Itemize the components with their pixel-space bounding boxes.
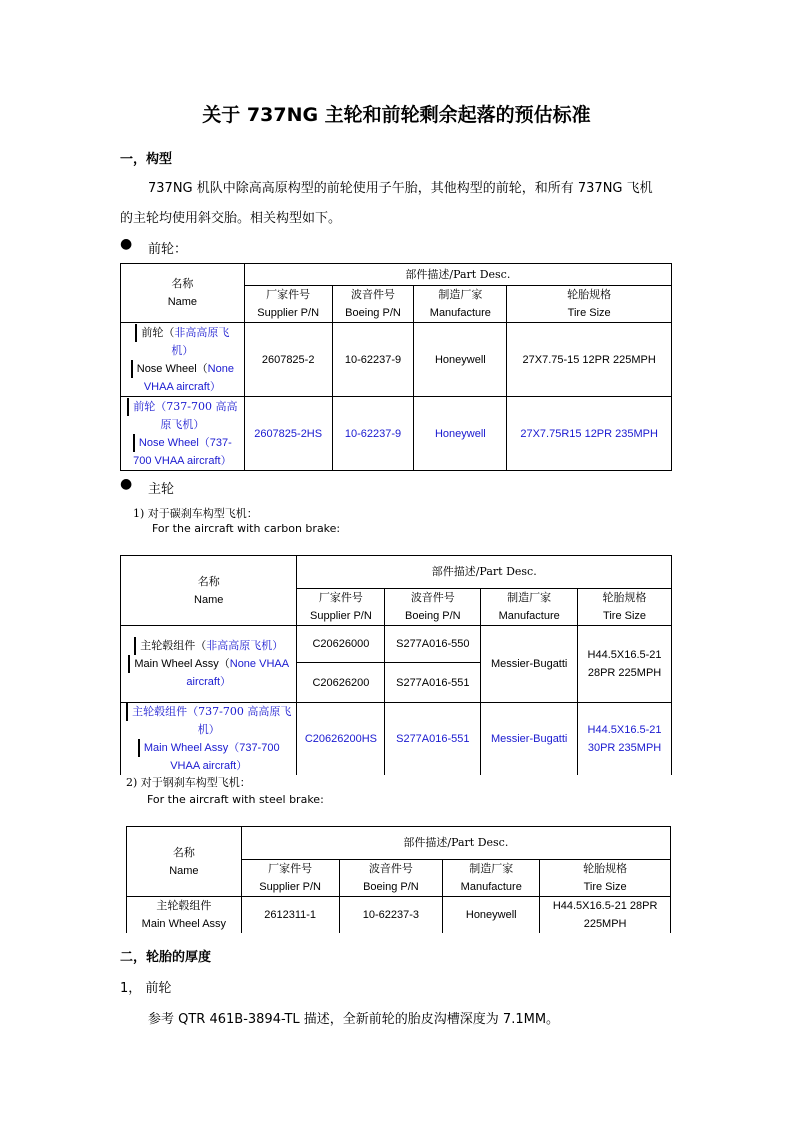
supplier-pn: C20626200: [297, 663, 385, 703]
bullet-dot: ●: [120, 476, 133, 492]
header-manufacture: 制造厂家 Manufacture: [481, 589, 578, 626]
tire-size: 27X7.75-15 12PR 225MPH: [507, 323, 672, 397]
header-name: 名称 Name: [127, 827, 242, 897]
name-cell: 主轮毂组件（737-700 高高原飞 机） Main Wheel Assy（737-700 VHAA aircraft）: [121, 703, 297, 776]
boeing-pn: 10-62237-9: [332, 397, 414, 471]
carbon-brake-table: [120, 555, 672, 775]
section-2-para: 参考 QTR 461B-3894-TL 描述，全新前轮的胎皮沟槽深度为 7.1MM。: [148, 1012, 560, 1027]
page-title: 关于 737NG 主轮和前轮剩余起落的预估标准: [202, 104, 591, 126]
header-boeing: 波音件号 Boeing P/N: [332, 286, 414, 323]
header-name: 名称 Name: [121, 556, 297, 626]
item-carbon-en: For the aircraft with carbon brake:: [152, 522, 341, 535]
steel-brake-table: [126, 826, 671, 933]
supplier-pn: C20626200HS: [297, 703, 385, 776]
header-supplier: 厂家件号 Supplier P/N: [297, 589, 385, 626]
section-1-heading: 一，构型: [120, 152, 173, 167]
item-steel: 2) 对于钢刹车构型飞机：: [126, 776, 251, 789]
boeing-pn: S277A016-550: [385, 626, 481, 663]
header-part-desc: 部件描述/Part Desc.: [297, 556, 672, 589]
item-carbon: 1) 对于碳刹车构型飞机：: [133, 507, 258, 520]
name-cell: 前轮（737-700 高高 原飞机） Nose Wheel（737- 700 VHAA aircraft）: [121, 397, 245, 471]
supplier-pn: 2607825-2HS: [244, 397, 332, 471]
header-part-desc: 部件描述/Part Desc.: [244, 264, 671, 286]
header-manufacture: 制造厂家 Manufacture: [414, 286, 507, 323]
bullet-dot: ●: [120, 236, 133, 252]
section-1-para-line1: 737NG 机队中除高高原构型的前轮使用子午胎，其他构型的前轮，和所有 737NG 飞机: [148, 181, 653, 196]
name-cell: 前轮（非高高原飞 机） Nose Wheel（None VHAA aircraft）: [121, 323, 245, 397]
boeing-pn: S277A016-551: [385, 703, 481, 776]
tire-size: H44.5X16.5-21 30PR 235MPH: [578, 703, 672, 776]
manufacture: Honeywell: [414, 397, 507, 471]
boeing-pn: 10-62237-9: [332, 323, 414, 397]
header-boeing: 波音件号 Boeing P/N: [339, 860, 443, 897]
manufacture: Messier-Bugatti: [481, 626, 578, 703]
section-2-sub1: 1， 前轮: [120, 981, 172, 996]
header-part-desc: 部件描述/Part Desc.: [241, 827, 670, 860]
tire-size: 27X7.75R15 12PR 235MPH: [507, 397, 672, 471]
item-steel-en: For the aircraft with steel brake:: [147, 793, 324, 806]
section-1-para-line2: 的主轮均使用斜交胎。相关构型如下。: [120, 211, 342, 226]
boeing-pn: 10-62237-3: [339, 897, 443, 934]
header-tire-size: 轮胎规格 Tire Size: [578, 589, 672, 626]
header-boeing: 波音件号 Boeing P/N: [385, 589, 481, 626]
name-cell: 主轮毂组件（非高高原飞机） Main Wheel Assy（None VHAA aircraft）: [121, 626, 297, 703]
header-manufacture: 制造厂家 Manufacture: [443, 860, 540, 897]
bullet-nose-wheel: 前轮：: [148, 242, 188, 257]
header-tire-size: 轮胎规格 Tire Size: [507, 286, 672, 323]
table-row: [127, 897, 671, 934]
table-row: [121, 626, 672, 663]
header-tire-size: 轮胎规格 Tire Size: [540, 860, 671, 897]
tire-size: H44.5X16.5-21 28PR 225MPH: [578, 626, 672, 703]
boeing-pn: S277A016-551: [385, 663, 481, 703]
supplier-pn: C20626000: [297, 626, 385, 663]
header-name: 名称 Name: [121, 264, 245, 323]
header-supplier: 厂家件号 Supplier P/N: [244, 286, 332, 323]
name-cell: 主轮毂组件 Main Wheel Assy: [127, 897, 242, 934]
supplier-pn: 2607825-2: [244, 323, 332, 397]
bullet-main-wheel: 主轮: [148, 482, 175, 497]
table-row: [121, 397, 672, 471]
header-supplier: 厂家件号 Supplier P/N: [241, 860, 339, 897]
manufacture: Honeywell: [414, 323, 507, 397]
tire-size: H44.5X16.5-21 28PR 225MPH: [540, 897, 671, 934]
table-row: [121, 703, 672, 776]
table-row: [121, 323, 672, 397]
supplier-pn: 2612311-1: [241, 897, 339, 934]
manufacture: Messier-Bugatti: [481, 703, 578, 776]
section-2-heading: 二，轮胎的厚度: [120, 950, 212, 965]
nose-wheel-table: [120, 263, 672, 471]
manufacture: Honeywell: [443, 897, 540, 934]
